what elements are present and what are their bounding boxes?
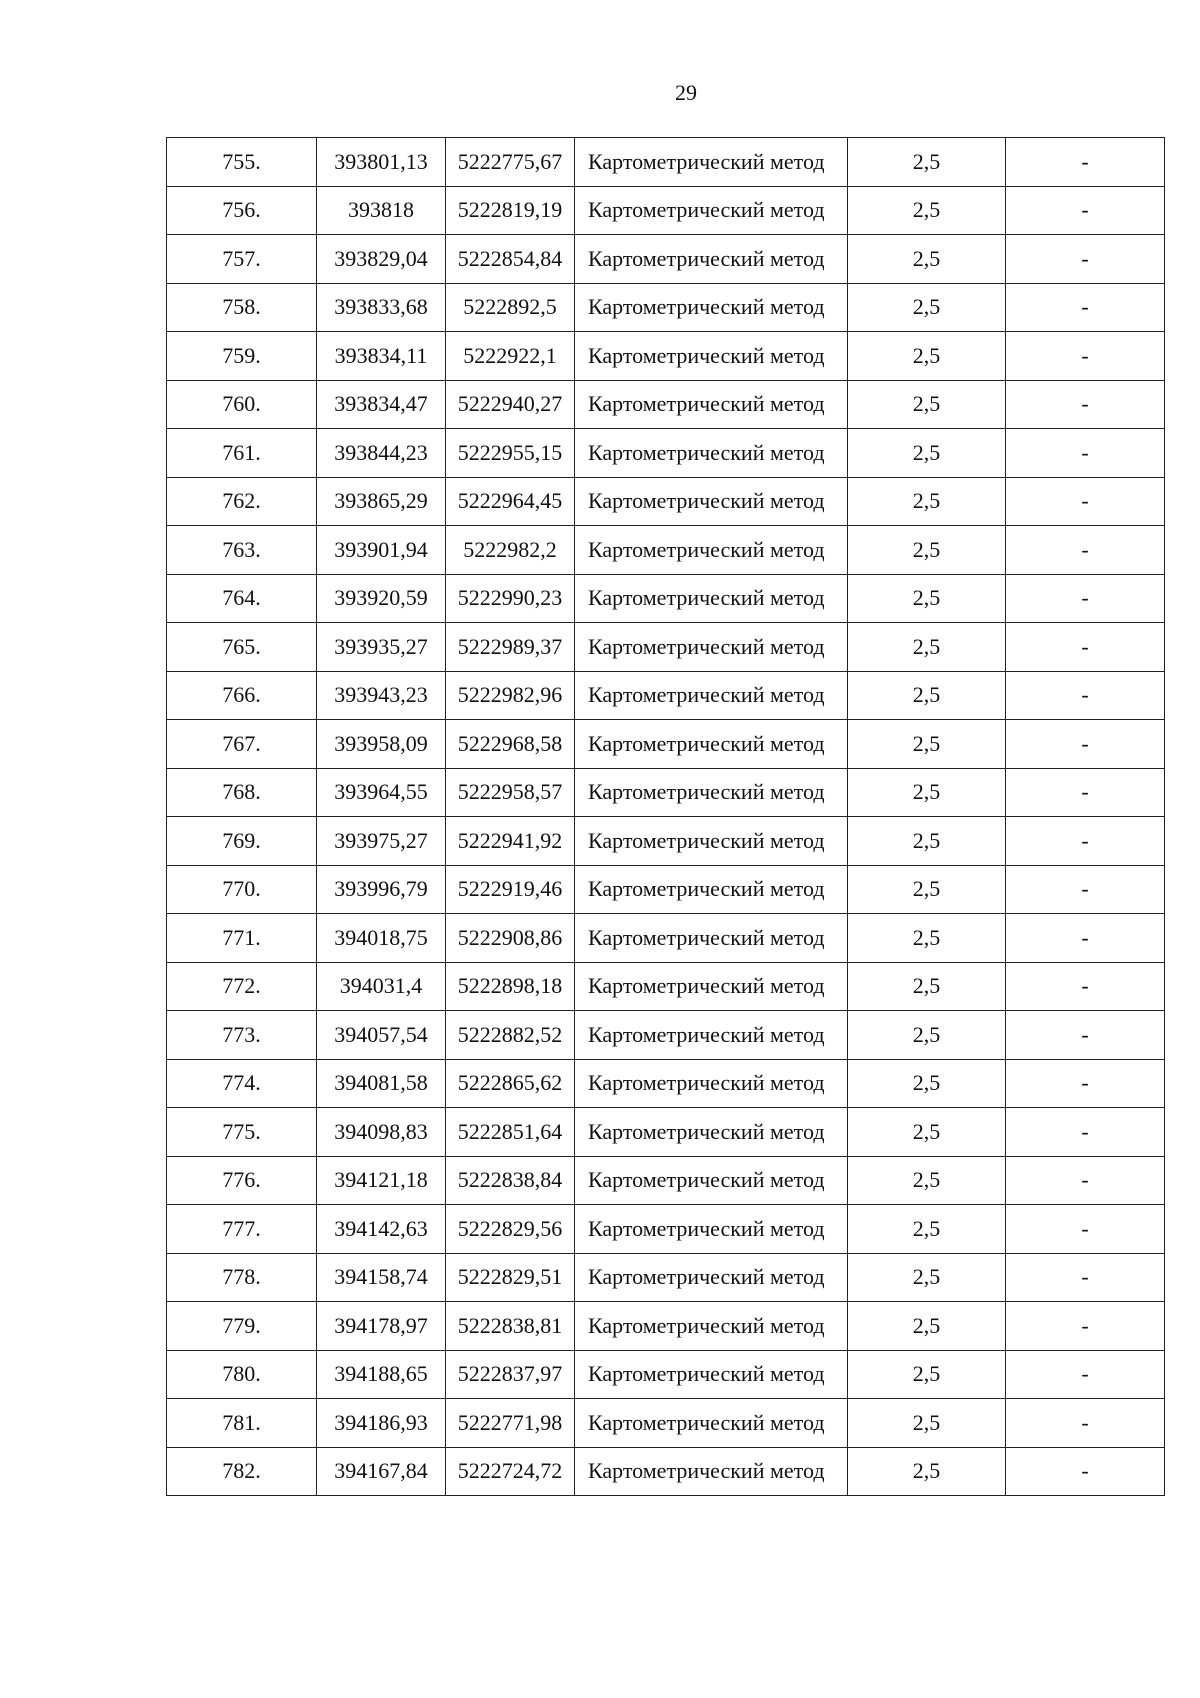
point-number-cell: 778. (167, 1253, 317, 1302)
method-cell: Картометрический метод (575, 1350, 848, 1399)
x-coordinate-cell: 393920,59 (317, 574, 446, 623)
point-number-cell: 763. (167, 526, 317, 575)
note-cell: - (1006, 1011, 1165, 1060)
point-number-cell: 776. (167, 1156, 317, 1205)
note-cell: - (1006, 283, 1165, 332)
x-coordinate-cell: 393834,11 (317, 332, 446, 381)
note-cell: - (1006, 477, 1165, 526)
y-coordinate-cell: 5222964,45 (446, 477, 575, 526)
method-cell: Картометрический метод (575, 817, 848, 866)
method-cell: Картометрический метод (575, 1059, 848, 1108)
y-coordinate-cell: 5222990,23 (446, 574, 575, 623)
accuracy-cell: 2,5 (848, 283, 1006, 332)
method-cell: Картометрический метод (575, 1253, 848, 1302)
accuracy-cell: 2,5 (848, 671, 1006, 720)
accuracy-cell: 2,5 (848, 817, 1006, 866)
y-coordinate-cell: 5222968,58 (446, 720, 575, 769)
point-number-cell: 761. (167, 429, 317, 478)
y-coordinate-cell: 5222982,96 (446, 671, 575, 720)
method-cell: Картометрический метод (575, 1399, 848, 1448)
table-row (167, 817, 1165, 866)
table-body (167, 138, 1165, 1496)
table-row (167, 186, 1165, 235)
table-row (167, 1059, 1165, 1108)
accuracy-cell: 2,5 (848, 380, 1006, 429)
point-number-cell: 767. (167, 720, 317, 769)
x-coordinate-cell: 393943,23 (317, 671, 446, 720)
y-coordinate-cell: 5222775,67 (446, 138, 575, 187)
accuracy-cell: 2,5 (848, 1399, 1006, 1448)
y-coordinate-cell: 5222829,51 (446, 1253, 575, 1302)
y-coordinate-cell: 5222940,27 (446, 380, 575, 429)
method-cell: Картометрический метод (575, 1302, 848, 1351)
point-number-cell: 759. (167, 332, 317, 381)
point-number-cell: 768. (167, 768, 317, 817)
x-coordinate-cell: 393901,94 (317, 526, 446, 575)
point-number-cell: 766. (167, 671, 317, 720)
accuracy-cell: 2,5 (848, 1350, 1006, 1399)
note-cell: - (1006, 574, 1165, 623)
y-coordinate-cell: 5222865,62 (446, 1059, 575, 1108)
point-number-cell: 779. (167, 1302, 317, 1351)
x-coordinate-cell: 394158,74 (317, 1253, 446, 1302)
table-row (167, 138, 1165, 187)
note-cell: - (1006, 962, 1165, 1011)
accuracy-cell: 2,5 (848, 720, 1006, 769)
y-coordinate-cell: 5222982,2 (446, 526, 575, 575)
y-coordinate-cell: 5222771,98 (446, 1399, 575, 1448)
x-coordinate-cell: 393829,04 (317, 235, 446, 284)
x-coordinate-cell: 393958,09 (317, 720, 446, 769)
table-row (167, 526, 1165, 575)
point-number-cell: 762. (167, 477, 317, 526)
note-cell: - (1006, 865, 1165, 914)
method-cell: Картометрический метод (575, 720, 848, 769)
accuracy-cell: 2,5 (848, 623, 1006, 672)
table-row (167, 235, 1165, 284)
y-coordinate-cell: 5222819,19 (446, 186, 575, 235)
accuracy-cell: 2,5 (848, 1108, 1006, 1157)
note-cell: - (1006, 1350, 1165, 1399)
accuracy-cell: 2,5 (848, 1011, 1006, 1060)
table-row (167, 720, 1165, 769)
table-row (167, 865, 1165, 914)
point-number-cell: 773. (167, 1011, 317, 1060)
table-row (167, 1302, 1165, 1351)
method-cell: Картометрический метод (575, 1156, 848, 1205)
method-cell: Картометрический метод (575, 914, 848, 963)
point-number-cell: 774. (167, 1059, 317, 1108)
point-number-cell: 758. (167, 283, 317, 332)
note-cell: - (1006, 429, 1165, 478)
accuracy-cell: 2,5 (848, 1156, 1006, 1205)
x-coordinate-cell: 394167,84 (317, 1447, 446, 1496)
method-cell: Картометрический метод (575, 574, 848, 623)
y-coordinate-cell: 5222898,18 (446, 962, 575, 1011)
accuracy-cell: 2,5 (848, 768, 1006, 817)
x-coordinate-cell: 394178,97 (317, 1302, 446, 1351)
point-number-cell: 765. (167, 623, 317, 672)
note-cell: - (1006, 138, 1165, 187)
note-cell: - (1006, 1205, 1165, 1254)
method-cell: Картометрический метод (575, 526, 848, 575)
table-row (167, 332, 1165, 381)
accuracy-cell: 2,5 (848, 477, 1006, 526)
note-cell: - (1006, 380, 1165, 429)
method-cell: Картометрический метод (575, 332, 848, 381)
method-cell: Картометрический метод (575, 235, 848, 284)
accuracy-cell: 2,5 (848, 1205, 1006, 1254)
point-number-cell: 756. (167, 186, 317, 235)
table-row (167, 429, 1165, 478)
accuracy-cell: 2,5 (848, 1059, 1006, 1108)
accuracy-cell: 2,5 (848, 332, 1006, 381)
note-cell: - (1006, 720, 1165, 769)
note-cell: - (1006, 526, 1165, 575)
accuracy-cell: 2,5 (848, 1253, 1006, 1302)
note-cell: - (1006, 671, 1165, 720)
table-row (167, 768, 1165, 817)
method-cell: Картометрический метод (575, 623, 848, 672)
method-cell: Картометрический метод (575, 962, 848, 1011)
y-coordinate-cell: 5222837,97 (446, 1350, 575, 1399)
point-number-cell: 782. (167, 1447, 317, 1496)
page-number: 29 (675, 80, 697, 105)
x-coordinate-cell: 394121,18 (317, 1156, 446, 1205)
y-coordinate-cell: 5222838,81 (446, 1302, 575, 1351)
point-number-cell: 755. (167, 138, 317, 187)
table-row (167, 962, 1165, 1011)
y-coordinate-cell: 5222724,72 (446, 1447, 575, 1496)
y-coordinate-cell: 5222941,92 (446, 817, 575, 866)
x-coordinate-cell: 393935,27 (317, 623, 446, 672)
accuracy-cell: 2,5 (848, 235, 1006, 284)
y-coordinate-cell: 5222989,37 (446, 623, 575, 672)
x-coordinate-cell: 394142,63 (317, 1205, 446, 1254)
table-row (167, 1011, 1165, 1060)
x-coordinate-cell: 393844,23 (317, 429, 446, 478)
point-number-cell: 770. (167, 865, 317, 914)
x-coordinate-cell: 394186,93 (317, 1399, 446, 1448)
note-cell: - (1006, 1108, 1165, 1157)
accuracy-cell: 2,5 (848, 186, 1006, 235)
table-row (167, 574, 1165, 623)
note-cell: - (1006, 1447, 1165, 1496)
note-cell: - (1006, 186, 1165, 235)
x-coordinate-cell: 394031,4 (317, 962, 446, 1011)
method-cell: Картометрический метод (575, 768, 848, 817)
point-number-cell: 775. (167, 1108, 317, 1157)
x-coordinate-cell: 394018,75 (317, 914, 446, 963)
y-coordinate-cell: 5222854,84 (446, 235, 575, 284)
note-cell: - (1006, 1156, 1165, 1205)
table-row (167, 380, 1165, 429)
method-cell: Картометрический метод (575, 671, 848, 720)
y-coordinate-cell: 5222838,84 (446, 1156, 575, 1205)
accuracy-cell: 2,5 (848, 914, 1006, 963)
note-cell: - (1006, 623, 1165, 672)
y-coordinate-cell: 5222829,56 (446, 1205, 575, 1254)
method-cell: Картометрический метод (575, 186, 848, 235)
table-row (167, 1253, 1165, 1302)
accuracy-cell: 2,5 (848, 526, 1006, 575)
y-coordinate-cell: 5222882,52 (446, 1011, 575, 1060)
y-coordinate-cell: 5222958,57 (446, 768, 575, 817)
y-coordinate-cell: 5222851,64 (446, 1108, 575, 1157)
x-coordinate-cell: 393834,47 (317, 380, 446, 429)
note-cell: - (1006, 1399, 1165, 1448)
accuracy-cell: 2,5 (848, 865, 1006, 914)
x-coordinate-cell: 393996,79 (317, 865, 446, 914)
point-number-cell: 777. (167, 1205, 317, 1254)
table-row (167, 671, 1165, 720)
table-row (167, 1399, 1165, 1448)
method-cell: Картометрический метод (575, 283, 848, 332)
note-cell: - (1006, 332, 1165, 381)
table-row (167, 1108, 1165, 1157)
note-cell: - (1006, 235, 1165, 284)
accuracy-cell: 2,5 (848, 574, 1006, 623)
table-row (167, 623, 1165, 672)
x-coordinate-cell: 393801,13 (317, 138, 446, 187)
table-row (167, 914, 1165, 963)
method-cell: Картометрический метод (575, 138, 848, 187)
y-coordinate-cell: 5222922,1 (446, 332, 575, 381)
y-coordinate-cell: 5222919,46 (446, 865, 575, 914)
method-cell: Картометрический метод (575, 1011, 848, 1060)
point-number-cell: 771. (167, 914, 317, 963)
note-cell: - (1006, 817, 1165, 866)
table-row (167, 283, 1165, 332)
point-number-cell: 781. (167, 1399, 317, 1448)
table-row (167, 1350, 1165, 1399)
accuracy-cell: 2,5 (848, 429, 1006, 478)
method-cell: Картометрический метод (575, 477, 848, 526)
method-cell: Картометрический метод (575, 1205, 848, 1254)
x-coordinate-cell: 394081,58 (317, 1059, 446, 1108)
y-coordinate-cell: 5222892,5 (446, 283, 575, 332)
x-coordinate-cell: 393964,55 (317, 768, 446, 817)
point-number-cell: 760. (167, 380, 317, 429)
note-cell: - (1006, 914, 1165, 963)
x-coordinate-cell: 393975,27 (317, 817, 446, 866)
point-number-cell: 772. (167, 962, 317, 1011)
accuracy-cell: 2,5 (848, 138, 1006, 187)
point-number-cell: 780. (167, 1350, 317, 1399)
point-number-cell: 769. (167, 817, 317, 866)
accuracy-cell: 2,5 (848, 962, 1006, 1011)
table-row (167, 1156, 1165, 1205)
note-cell: - (1006, 768, 1165, 817)
table-row (167, 1205, 1165, 1254)
x-coordinate-cell: 393865,29 (317, 477, 446, 526)
x-coordinate-cell: 394188,65 (317, 1350, 446, 1399)
coordinates-table (166, 137, 1165, 1496)
table-row (167, 1447, 1165, 1496)
note-cell: - (1006, 1302, 1165, 1351)
point-number-cell: 764. (167, 574, 317, 623)
method-cell: Картометрический метод (575, 429, 848, 478)
accuracy-cell: 2,5 (848, 1447, 1006, 1496)
method-cell: Картометрический метод (575, 380, 848, 429)
y-coordinate-cell: 5222908,86 (446, 914, 575, 963)
note-cell: - (1006, 1059, 1165, 1108)
table-row (167, 477, 1165, 526)
x-coordinate-cell: 393833,68 (317, 283, 446, 332)
method-cell: Картометрический метод (575, 865, 848, 914)
x-coordinate-cell: 393818 (317, 186, 446, 235)
y-coordinate-cell: 5222955,15 (446, 429, 575, 478)
x-coordinate-cell: 394057,54 (317, 1011, 446, 1060)
method-cell: Картометрический метод (575, 1108, 848, 1157)
note-cell: - (1006, 1253, 1165, 1302)
point-number-cell: 757. (167, 235, 317, 284)
x-coordinate-cell: 394098,83 (317, 1108, 446, 1157)
accuracy-cell: 2,5 (848, 1302, 1006, 1351)
method-cell: Картометрический метод (575, 1447, 848, 1496)
